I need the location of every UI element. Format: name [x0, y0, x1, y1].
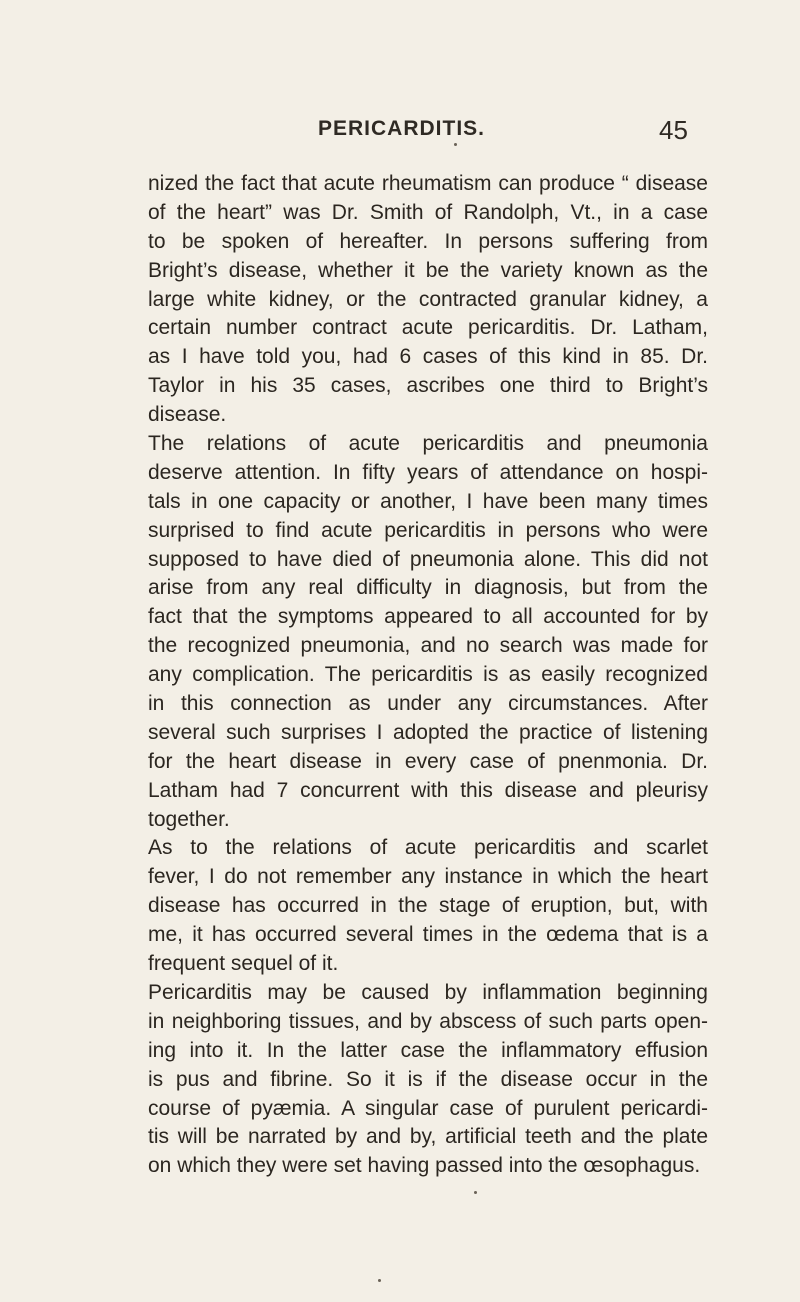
text-line: Latham had 7 concurrent with this disease and pleurisy	[148, 778, 708, 802]
text-line: surprised to find acute pericarditis in persons who were	[148, 518, 708, 542]
speck-1	[454, 143, 457, 146]
text-line: for the heart disease in every case of pnenmonia. Dr.	[148, 749, 708, 773]
text-line: any complication. The pericarditis is as easily recognized	[148, 663, 708, 687]
text-line: disease has occurred in the stage of eruption, but, with	[148, 894, 708, 918]
text-line: fever, I do not remember any instance in which the heart	[148, 865, 708, 889]
text-line: nized the fact that acute rheumatism can produce “ disease	[148, 172, 708, 195]
text-line: in this connection as under any circumstances. After	[148, 692, 708, 716]
speck-3	[378, 1279, 381, 1282]
text-line: several such surprises I adopted the practice of listening	[148, 720, 708, 744]
text-line: arise from any real difficulty in diagnosis, but from the	[148, 576, 708, 600]
text-line: fact that the symptoms appeared to all accounted for by	[148, 605, 708, 629]
text-line: course of pyæmia. A singular case of purulent pericardi-	[148, 1096, 708, 1120]
text-line: the recognized pneumonia, and no search was made for	[148, 634, 708, 658]
text-line: Bright’s disease, whether it be the variety known as the	[148, 258, 708, 282]
body-text	[148, 170, 708, 1181]
text-line: supposed to have died of pneumonia alone. This did not	[148, 547, 708, 571]
text-line: disease.	[148, 403, 227, 427]
text-line: to be spoken of hereafter. In persons suffering from	[148, 229, 708, 253]
text-line: me, it has occurred several times in the œdema that is a	[148, 923, 708, 947]
running-head	[0, 117, 800, 151]
text-line: tals in one capacity or another, I have been many times	[148, 489, 708, 513]
text-line: deserve attention. In fifty years of attendance on hospi-	[148, 460, 708, 484]
text-line: large white kidney, or the contracted granular kidney, a	[148, 287, 708, 311]
text-line: frequent sequel of it.	[148, 952, 339, 976]
running-title: PERICARDITIS.	[318, 117, 486, 140]
text-line: is pus and fibrine. So it is if the disease occur in the	[148, 1067, 708, 1091]
text-line: as I have told you, had 6 cases of this kind in 85. Dr.	[148, 345, 708, 369]
text-line: Pericarditis may be caused by inflammation beginning	[148, 980, 708, 1004]
speck-2	[474, 1191, 477, 1194]
text-line: ing into it. In the latter case the inflammatory effusion	[148, 1038, 708, 1062]
text-line: together.	[148, 807, 230, 831]
text-line: As to the relations of acute pericarditis and scarlet	[148, 836, 708, 860]
text-line: Taylor in his 35 cases, ascribes one third to Bright’s	[148, 374, 708, 398]
text-line: of the heart” was Dr. Smith of Randolph, Vt., in a case	[148, 200, 708, 224]
text-line: in neighboring tissues, and by abscess of such parts open-	[148, 1009, 708, 1033]
text-line: on which they were set having passed into the œsophagus.	[148, 1154, 701, 1178]
text-line: The relations of acute pericarditis and pneumonia	[148, 432, 708, 456]
text-line: tis will be narrated by and by, artificial teeth and the plate	[148, 1125, 708, 1149]
text-line: certain number contract acute pericarditis. Dr. Latham,	[148, 316, 708, 340]
page-number: 45	[659, 115, 688, 145]
